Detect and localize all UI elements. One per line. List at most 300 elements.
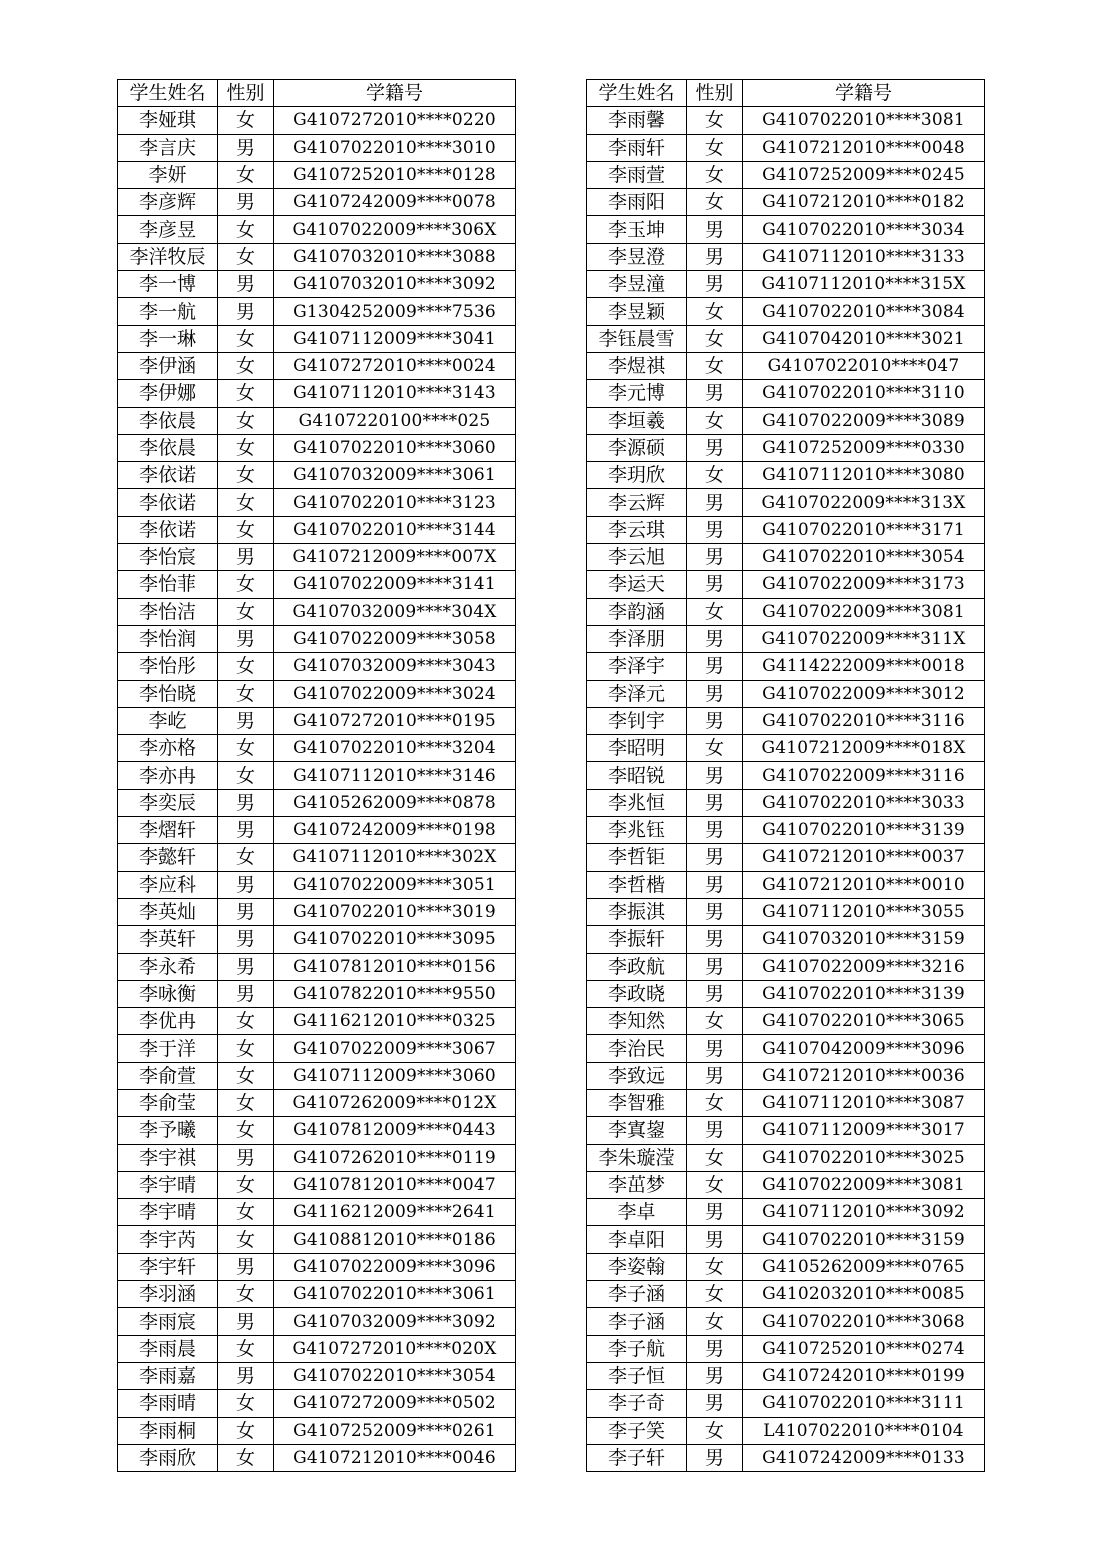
student-gender: 女 bbox=[218, 762, 274, 789]
student-gender: 女 bbox=[218, 1171, 274, 1198]
table-row bbox=[587, 489, 985, 516]
student-name: 李怡宸 bbox=[118, 544, 218, 571]
student-gender: 男 bbox=[687, 271, 743, 298]
student-id: G4107262010****0119 bbox=[274, 1144, 516, 1171]
student-id: G4107112009****3041 bbox=[274, 325, 516, 352]
student-id: G4107022009****3141 bbox=[274, 571, 516, 598]
student-name: 李优冉 bbox=[118, 1008, 218, 1035]
table-row bbox=[587, 571, 985, 598]
student-id: G4107022009****3096 bbox=[274, 1253, 516, 1280]
student-id: G4107112010****3143 bbox=[274, 380, 516, 407]
table-row bbox=[118, 1417, 516, 1444]
table-row bbox=[587, 844, 985, 871]
student-gender: 男 bbox=[218, 953, 274, 980]
student-id: G4107022009****3216 bbox=[743, 953, 985, 980]
student-id: G4107022010****3171 bbox=[743, 516, 985, 543]
table-row bbox=[118, 462, 516, 489]
student-name: 李泽朋 bbox=[587, 625, 687, 652]
student-gender: 女 bbox=[218, 462, 274, 489]
table-row bbox=[118, 1253, 516, 1280]
student-name: 李于洋 bbox=[118, 1035, 218, 1062]
student-id: G4107022009****3173 bbox=[743, 571, 985, 598]
student-name: 李依诺 bbox=[118, 516, 218, 543]
student-gender: 女 bbox=[218, 216, 274, 243]
student-gender: 男 bbox=[687, 1062, 743, 1089]
student-name: 李致远 bbox=[587, 1062, 687, 1089]
table-row bbox=[587, 462, 985, 489]
table-row bbox=[587, 653, 985, 680]
table-row bbox=[587, 789, 985, 816]
student-gender: 女 bbox=[218, 1117, 274, 1144]
table-row bbox=[587, 1226, 985, 1253]
table-row bbox=[587, 1008, 985, 1035]
table-row bbox=[118, 489, 516, 516]
table-row bbox=[118, 1281, 516, 1308]
student-id: G4107022009****306X bbox=[274, 216, 516, 243]
table-row bbox=[587, 216, 985, 243]
student-gender: 女 bbox=[687, 1417, 743, 1444]
student-gender: 男 bbox=[687, 434, 743, 461]
table-row bbox=[118, 571, 516, 598]
student-id: G4107022009****3116 bbox=[743, 762, 985, 789]
table-row bbox=[587, 352, 985, 379]
student-name: 李子恒 bbox=[587, 1362, 687, 1389]
table-row bbox=[118, 544, 516, 571]
student-id: G4107212010****0048 bbox=[743, 134, 985, 161]
student-id: G4107252010****0274 bbox=[743, 1335, 985, 1362]
student-id: G4107242009****0133 bbox=[743, 1444, 985, 1471]
table-row bbox=[118, 1089, 516, 1116]
student-gender: 女 bbox=[687, 462, 743, 489]
table-row bbox=[587, 407, 985, 434]
student-gender: 男 bbox=[218, 544, 274, 571]
student-id: G4107022009****3081 bbox=[743, 1171, 985, 1198]
student-name: 李雨馨 bbox=[587, 107, 687, 134]
student-id: G4107112010****3087 bbox=[743, 1089, 985, 1116]
student-name: 李振淇 bbox=[587, 898, 687, 925]
table-row bbox=[118, 107, 516, 134]
student-name: 李英轩 bbox=[118, 926, 218, 953]
student-name: 李娅琪 bbox=[118, 107, 218, 134]
student-gender: 男 bbox=[687, 243, 743, 270]
student-gender: 女 bbox=[687, 1008, 743, 1035]
student-gender: 女 bbox=[687, 352, 743, 379]
student-name: 李亦冉 bbox=[118, 762, 218, 789]
student-gender: 男 bbox=[687, 762, 743, 789]
table-row bbox=[118, 707, 516, 734]
student-id: G4107212010****0010 bbox=[743, 871, 985, 898]
student-id: G4107022009****3051 bbox=[274, 871, 516, 898]
student-name: 李羽涵 bbox=[118, 1281, 218, 1308]
student-gender: 女 bbox=[218, 325, 274, 352]
student-name: 李予曦 bbox=[118, 1117, 218, 1144]
student-id: G4107242009****0198 bbox=[274, 817, 516, 844]
student-name: 李子奇 bbox=[587, 1390, 687, 1417]
student-gender: 女 bbox=[687, 189, 743, 216]
student-gender: 女 bbox=[687, 598, 743, 625]
student-gender: 男 bbox=[687, 1444, 743, 1471]
student-name: 李源硕 bbox=[587, 434, 687, 461]
student-name: 李一琳 bbox=[118, 325, 218, 352]
student-name: 李卓 bbox=[587, 1199, 687, 1226]
student-name: 李昱潼 bbox=[587, 271, 687, 298]
student-name: 李智雅 bbox=[587, 1089, 687, 1116]
student-id: L4107022010****0104 bbox=[743, 1417, 985, 1444]
student-id: G4107022010****3144 bbox=[274, 516, 516, 543]
student-id: G4107272009****0502 bbox=[274, 1390, 516, 1417]
student-gender: 女 bbox=[687, 1308, 743, 1335]
student-id: G4107032010****3088 bbox=[274, 243, 516, 270]
student-id: G4107112010****3055 bbox=[743, 898, 985, 925]
student-gender: 女 bbox=[687, 161, 743, 188]
table-row bbox=[587, 516, 985, 543]
student-name: 李姿翰 bbox=[587, 1253, 687, 1280]
student-id: G4107032009****3061 bbox=[274, 462, 516, 489]
student-gender: 男 bbox=[218, 898, 274, 925]
student-id: G4107252009****0245 bbox=[743, 161, 985, 188]
student-name: 李妍 bbox=[118, 161, 218, 188]
table-row bbox=[118, 1008, 516, 1035]
student-name: 李兆钰 bbox=[587, 817, 687, 844]
student-name: 李奕辰 bbox=[118, 789, 218, 816]
table-row bbox=[118, 625, 516, 652]
student-gender: 男 bbox=[687, 844, 743, 871]
student-gender: 女 bbox=[218, 489, 274, 516]
student-gender: 男 bbox=[218, 625, 274, 652]
student-gender: 男 bbox=[687, 1226, 743, 1253]
student-gender: 女 bbox=[218, 243, 274, 270]
student-gender: 男 bbox=[687, 1390, 743, 1417]
student-gender: 女 bbox=[687, 1089, 743, 1116]
student-gender: 男 bbox=[218, 789, 274, 816]
student-gender: 男 bbox=[687, 871, 743, 898]
student-id: G4105262009****0878 bbox=[274, 789, 516, 816]
table-row bbox=[587, 1117, 985, 1144]
student-gender: 女 bbox=[218, 1390, 274, 1417]
student-name: 李雨欣 bbox=[118, 1444, 218, 1471]
table-row bbox=[587, 1308, 985, 1335]
table-row bbox=[118, 1171, 516, 1198]
table-row bbox=[587, 1253, 985, 1280]
student-name: 李依诺 bbox=[118, 489, 218, 516]
table-row bbox=[587, 817, 985, 844]
table-row bbox=[118, 1308, 516, 1335]
student-name: 李宇祺 bbox=[118, 1144, 218, 1171]
table-row bbox=[118, 953, 516, 980]
student-gender: 女 bbox=[218, 844, 274, 871]
student-gender: 男 bbox=[687, 953, 743, 980]
student-gender: 男 bbox=[218, 980, 274, 1007]
student-name: 李懿轩 bbox=[118, 844, 218, 871]
table-row bbox=[587, 134, 985, 161]
student-name: 李云辉 bbox=[587, 489, 687, 516]
student-name: 李钰晨雪 bbox=[587, 325, 687, 352]
student-id: G4107032010****3159 bbox=[743, 926, 985, 953]
student-gender: 女 bbox=[687, 1253, 743, 1280]
student-id: G4107022010****3065 bbox=[743, 1008, 985, 1035]
student-gender: 女 bbox=[218, 380, 274, 407]
student-gender: 男 bbox=[218, 298, 274, 325]
student-gender: 男 bbox=[218, 871, 274, 898]
table-row bbox=[587, 1390, 985, 1417]
student-name: 李朱璇滢 bbox=[587, 1144, 687, 1171]
student-name: 李应科 bbox=[118, 871, 218, 898]
student-name: 李兆恒 bbox=[587, 789, 687, 816]
student-id: G4107022009****313X bbox=[743, 489, 985, 516]
student-gender: 男 bbox=[218, 817, 274, 844]
table-row bbox=[118, 598, 516, 625]
student-name: 李宇芮 bbox=[118, 1226, 218, 1253]
student-gender: 女 bbox=[218, 1226, 274, 1253]
student-gender: 女 bbox=[218, 1062, 274, 1089]
student-name: 李一博 bbox=[118, 271, 218, 298]
student-id: G4107022010****3081 bbox=[743, 107, 985, 134]
student-id: G4107022009****3081 bbox=[743, 598, 985, 625]
student-name: 李卓阳 bbox=[587, 1226, 687, 1253]
student-gender: 男 bbox=[218, 707, 274, 734]
table-row bbox=[118, 380, 516, 407]
student-id: G4107272010****0024 bbox=[274, 352, 516, 379]
student-id: G4107032009****3092 bbox=[274, 1308, 516, 1335]
table-row bbox=[587, 1171, 985, 1198]
student-id: G4107212010****0046 bbox=[274, 1444, 516, 1471]
header-row bbox=[118, 80, 516, 107]
table-row bbox=[587, 1199, 985, 1226]
student-id: G4107022010****3159 bbox=[743, 1226, 985, 1253]
student-id: G4107212010****0182 bbox=[743, 189, 985, 216]
student-id: G4116212010****0325 bbox=[274, 1008, 516, 1035]
student-name: 李昱澄 bbox=[587, 243, 687, 270]
table-row bbox=[118, 243, 516, 270]
student-id: G4107112010****3133 bbox=[743, 243, 985, 270]
table-row bbox=[587, 107, 985, 134]
student-gender: 男 bbox=[687, 1335, 743, 1362]
student-gender: 男 bbox=[687, 817, 743, 844]
student-id: G4107022009****3089 bbox=[743, 407, 985, 434]
student-name: 李昭锐 bbox=[587, 762, 687, 789]
table-row bbox=[118, 352, 516, 379]
student-id: G4107252009****0261 bbox=[274, 1417, 516, 1444]
student-id: G4107262009****012X bbox=[274, 1089, 516, 1116]
student-id: G1304252009****7536 bbox=[274, 298, 516, 325]
table-row bbox=[587, 625, 985, 652]
student-gender: 女 bbox=[687, 298, 743, 325]
student-id: G4107022010****3019 bbox=[274, 898, 516, 925]
student-gender: 女 bbox=[687, 1281, 743, 1308]
student-id: G4107212010****0036 bbox=[743, 1062, 985, 1089]
student-gender: 男 bbox=[687, 625, 743, 652]
table-row bbox=[118, 1144, 516, 1171]
student-gender: 女 bbox=[687, 325, 743, 352]
table-row bbox=[587, 1062, 985, 1089]
student-gender: 女 bbox=[687, 1144, 743, 1171]
student-table-right bbox=[586, 79, 985, 1472]
table-row bbox=[587, 243, 985, 270]
student-name: 李雨桐 bbox=[118, 1417, 218, 1444]
table-row bbox=[118, 1226, 516, 1253]
student-name: 李云旭 bbox=[587, 544, 687, 571]
student-name: 李怡彤 bbox=[118, 653, 218, 680]
table-row bbox=[118, 216, 516, 243]
table-row bbox=[118, 926, 516, 953]
table-row bbox=[118, 1035, 516, 1062]
student-name: 李依晨 bbox=[118, 434, 218, 461]
table-row bbox=[587, 707, 985, 734]
student-id: G4107022010****3111 bbox=[743, 1390, 985, 1417]
student-id: G4107022009****3058 bbox=[274, 625, 516, 652]
table-row bbox=[118, 271, 516, 298]
student-id: G4107022010****3054 bbox=[274, 1362, 516, 1389]
student-gender: 男 bbox=[687, 926, 743, 953]
table-row bbox=[587, 1035, 985, 1062]
student-name: 李俞莹 bbox=[118, 1089, 218, 1116]
student-id: G4107022010****047 bbox=[743, 352, 985, 379]
student-name: 李彦昱 bbox=[118, 216, 218, 243]
table-row bbox=[118, 735, 516, 762]
table-row bbox=[587, 544, 985, 571]
table-row bbox=[587, 898, 985, 925]
student-name: 李煜祺 bbox=[587, 352, 687, 379]
student-id: G4107022010****3084 bbox=[743, 298, 985, 325]
student-gender: 女 bbox=[218, 1444, 274, 1471]
table-row bbox=[118, 844, 516, 871]
student-id: G4107272010****0220 bbox=[274, 107, 516, 134]
header-student-id: 学籍号 bbox=[274, 80, 516, 107]
student-name: 李泽元 bbox=[587, 680, 687, 707]
student-id: G4107022010****3025 bbox=[743, 1144, 985, 1171]
student-name: 李咏衡 bbox=[118, 980, 218, 1007]
student-id: G4107022010****3116 bbox=[743, 707, 985, 734]
student-gender: 女 bbox=[218, 107, 274, 134]
student-name: 李俞萱 bbox=[118, 1062, 218, 1089]
student-name: 李昭明 bbox=[587, 735, 687, 762]
student-gender: 女 bbox=[218, 434, 274, 461]
student-gender: 男 bbox=[687, 1117, 743, 1144]
student-gender: 男 bbox=[218, 926, 274, 953]
student-id: G4107022009****3012 bbox=[743, 680, 985, 707]
student-name: 李依诺 bbox=[118, 462, 218, 489]
student-name: 李哲钜 bbox=[587, 844, 687, 871]
student-gender: 女 bbox=[218, 1281, 274, 1308]
student-name: 李宇晴 bbox=[118, 1199, 218, 1226]
student-gender: 男 bbox=[687, 216, 743, 243]
student-id: G4107022009****311X bbox=[743, 625, 985, 652]
student-gender: 女 bbox=[218, 352, 274, 379]
student-name: 李亦格 bbox=[118, 735, 218, 762]
header-name: 学生姓名 bbox=[587, 80, 687, 107]
student-name: 李玥欣 bbox=[587, 462, 687, 489]
student-id: G4107212009****018X bbox=[743, 735, 985, 762]
table-row bbox=[587, 871, 985, 898]
student-name: 李永希 bbox=[118, 953, 218, 980]
student-id: G4107022010****3204 bbox=[274, 735, 516, 762]
student-id: G4107022010****3139 bbox=[743, 817, 985, 844]
student-name: 李子涵 bbox=[587, 1308, 687, 1335]
student-id: G4108812010****0186 bbox=[274, 1226, 516, 1253]
table-row bbox=[587, 953, 985, 980]
table-row bbox=[118, 134, 516, 161]
student-name: 李洋牧辰 bbox=[118, 243, 218, 270]
student-gender: 女 bbox=[218, 1008, 274, 1035]
student-gender: 女 bbox=[687, 134, 743, 161]
table-row bbox=[587, 325, 985, 352]
table-row bbox=[587, 1417, 985, 1444]
student-gender: 女 bbox=[218, 1089, 274, 1116]
student-gender: 女 bbox=[218, 680, 274, 707]
header-gender: 性别 bbox=[218, 80, 274, 107]
student-id: G4107252010****0128 bbox=[274, 161, 516, 188]
student-name: 李雨晨 bbox=[118, 1335, 218, 1362]
student-id: G4107212010****0037 bbox=[743, 844, 985, 871]
table-row bbox=[118, 189, 516, 216]
student-id: G4107022010****3061 bbox=[274, 1281, 516, 1308]
student-id: G4107042009****3096 bbox=[743, 1035, 985, 1062]
student-gender: 男 bbox=[687, 1362, 743, 1389]
student-name: 李怡洁 bbox=[118, 598, 218, 625]
student-gender: 男 bbox=[687, 707, 743, 734]
student-id: G4116212009****2641 bbox=[274, 1199, 516, 1226]
student-id: G4107112010****3146 bbox=[274, 762, 516, 789]
table-row bbox=[118, 1444, 516, 1471]
student-gender: 女 bbox=[218, 407, 274, 434]
table-row bbox=[118, 789, 516, 816]
student-id: G4107022010****3068 bbox=[743, 1308, 985, 1335]
table-row bbox=[587, 980, 985, 1007]
student-id: G4107032009****3043 bbox=[274, 653, 516, 680]
student-name: 李子涵 bbox=[587, 1281, 687, 1308]
student-name: 李泽宇 bbox=[587, 653, 687, 680]
student-gender: 男 bbox=[218, 1362, 274, 1389]
student-id: G4107022010****3034 bbox=[743, 216, 985, 243]
student-gender: 男 bbox=[218, 1144, 274, 1171]
student-gender: 女 bbox=[218, 161, 274, 188]
table-row bbox=[118, 325, 516, 352]
table-row bbox=[587, 189, 985, 216]
student-id: G4107022009****3067 bbox=[274, 1035, 516, 1062]
student-gender: 男 bbox=[218, 271, 274, 298]
student-gender: 男 bbox=[687, 653, 743, 680]
student-name: 李怡菲 bbox=[118, 571, 218, 598]
student-id: G4107022010****3139 bbox=[743, 980, 985, 1007]
student-gender: 男 bbox=[687, 1035, 743, 1062]
student-id: G4107112010****302X bbox=[274, 844, 516, 871]
table-row bbox=[118, 762, 516, 789]
table-row bbox=[587, 1281, 985, 1308]
student-id: G4107022010****3123 bbox=[274, 489, 516, 516]
student-id: G4107822010****9550 bbox=[274, 980, 516, 1007]
student-id: G4107022010****3110 bbox=[743, 380, 985, 407]
header-name: 学生姓名 bbox=[118, 80, 218, 107]
student-name: 李言庆 bbox=[118, 134, 218, 161]
table-row bbox=[118, 1335, 516, 1362]
student-name: 李伊涵 bbox=[118, 352, 218, 379]
student-id: G4102032010****0085 bbox=[743, 1281, 985, 1308]
student-id: G4107272010****020X bbox=[274, 1335, 516, 1362]
student-id: G4107112009****3060 bbox=[274, 1062, 516, 1089]
student-name: 李雨嘉 bbox=[118, 1362, 218, 1389]
student-name: 李振轩 bbox=[587, 926, 687, 953]
student-id: G4107812009****0443 bbox=[274, 1117, 516, 1144]
student-name: 李运天 bbox=[587, 571, 687, 598]
student-id: G4107112010****3092 bbox=[743, 1199, 985, 1226]
student-name: 李屹 bbox=[118, 707, 218, 734]
table-row bbox=[587, 926, 985, 953]
student-name: 李英灿 bbox=[118, 898, 218, 925]
student-name: 李伊娜 bbox=[118, 380, 218, 407]
student-id: G4107042010****3021 bbox=[743, 325, 985, 352]
student-gender: 女 bbox=[687, 1171, 743, 1198]
student-id: G4107212009****007X bbox=[274, 544, 516, 571]
